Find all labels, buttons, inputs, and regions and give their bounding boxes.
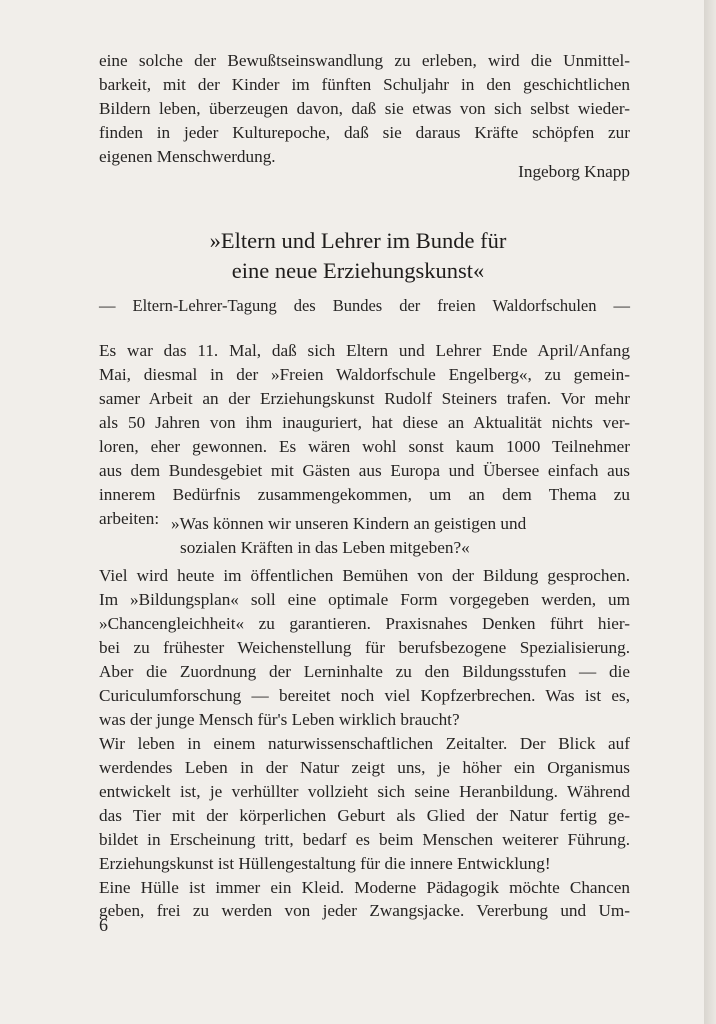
- intro-line: finden in jeder Kulturepoche, daß sie daraus Kräfte schöpfen zur: [99, 123, 630, 142]
- theme-quote-line-2: sozialen Kräften in das Leben mitgeben?«: [180, 538, 470, 557]
- body-line: bei zu frühester Weichenstellung für berufsbezogene Spezialisierung.: [99, 638, 630, 657]
- body-line: Im »Bildungsplan« soll eine optimale Form vorgegeben werden, um: [99, 590, 630, 609]
- body-line: samer Arbeit an der Erziehungskunst Rudolf Steiners trafen. Vor mehr: [99, 389, 630, 408]
- body-line: innerem Bedürfnis zusammengekommen, um an dem Thema zu: [99, 485, 630, 504]
- body-line: »Chancengleichheit« zu garantieren. Praxisnahes Denken führt hier-: [99, 614, 630, 633]
- body-line: Curiculumforschung — bereitet noch viel Kopfzerbrechen. Was ist es,: [99, 686, 630, 705]
- body-line: Erziehungskunst ist Hüllengestaltung für die innere Entwicklung!: [99, 854, 551, 873]
- body-line: entwickelt ist, je verhüllter vollzieht sich seine Heranbildung. Während: [99, 782, 630, 801]
- author-signature: Ingeborg Knapp: [518, 162, 630, 181]
- article-title-line-2: eine neue Erziehungskunst«: [231, 258, 485, 283]
- body-line: werdendes Leben in der Natur zeigt uns, je höher ein Organismus: [99, 758, 630, 777]
- body-line: Eine Hülle ist immer ein Kleid. Moderne Pädagogik möchte Chancen: [99, 878, 630, 897]
- intro-line: eine solche der Bewußtseinswandlung zu erleben, wird die Unmittel-: [99, 51, 630, 70]
- body-line: Mai, diesmal in der »Freien Waldorfschule Engelberg«, zu gemein-: [99, 365, 630, 384]
- intro-line: Bildern leben, überzeugen davon, daß sie etwas von sich selbst wieder-: [99, 99, 630, 118]
- intro-line: barkeit, mit der Kinder im fünften Schuljahr in den geschichtlichen: [99, 75, 630, 94]
- page-edge-shadow: [704, 0, 716, 1024]
- body-line: aus dem Bundesgebiet mit Gästen aus Europa und Übersee einfach aus: [99, 461, 630, 480]
- body-line: loren, eher gewonnen. Es wären wohl sonst kaum 1000 Teilnehmer: [99, 437, 630, 456]
- body-line: bildet in Erscheinung tritt, bedarf es beim Menschen weiterer Führung.: [99, 830, 630, 849]
- body-line: Viel wird heute im öffentlichen Bemühen von der Bildung gesprochen.: [99, 566, 630, 585]
- body-line: das Tier mit der körperlichen Geburt als Glied der Natur fertig ge-: [99, 806, 630, 825]
- intro-line: eigenen Menschwerdung.: [99, 147, 276, 166]
- article-title-line-1: »Eltern und Lehrer im Bunde für: [209, 228, 507, 253]
- body-line: geben, frei zu werden von jeder Zwangsjacke. Vererbung und Um-: [99, 901, 630, 920]
- article-subtitle: — Eltern-Lehrer-Tagung des Bundes der freien Waldorfschulen —: [99, 296, 630, 315]
- body-line: was der junge Mensch für's Leben wirklich braucht?: [99, 710, 460, 729]
- theme-quote-line-1: »Was können wir unseren Kindern an geistigen und: [171, 514, 527, 533]
- body-line: Es war das 11. Mal, daß sich Eltern und Lehrer Ende April/Anfang: [99, 341, 630, 360]
- body-line: arbeiten:: [99, 509, 160, 528]
- body-line: Aber die Zuordnung der Lerninhalte zu den Bildungsstufen — die: [99, 662, 630, 681]
- body-line: als 50 Jahren von ihm inauguriert, hat diese an Aktualität nichts ver-: [99, 413, 630, 432]
- page-number: 6: [99, 915, 108, 935]
- body-line: Wir leben in einem naturwissenschaftlichen Zeitalter. Der Blick auf: [99, 734, 630, 753]
